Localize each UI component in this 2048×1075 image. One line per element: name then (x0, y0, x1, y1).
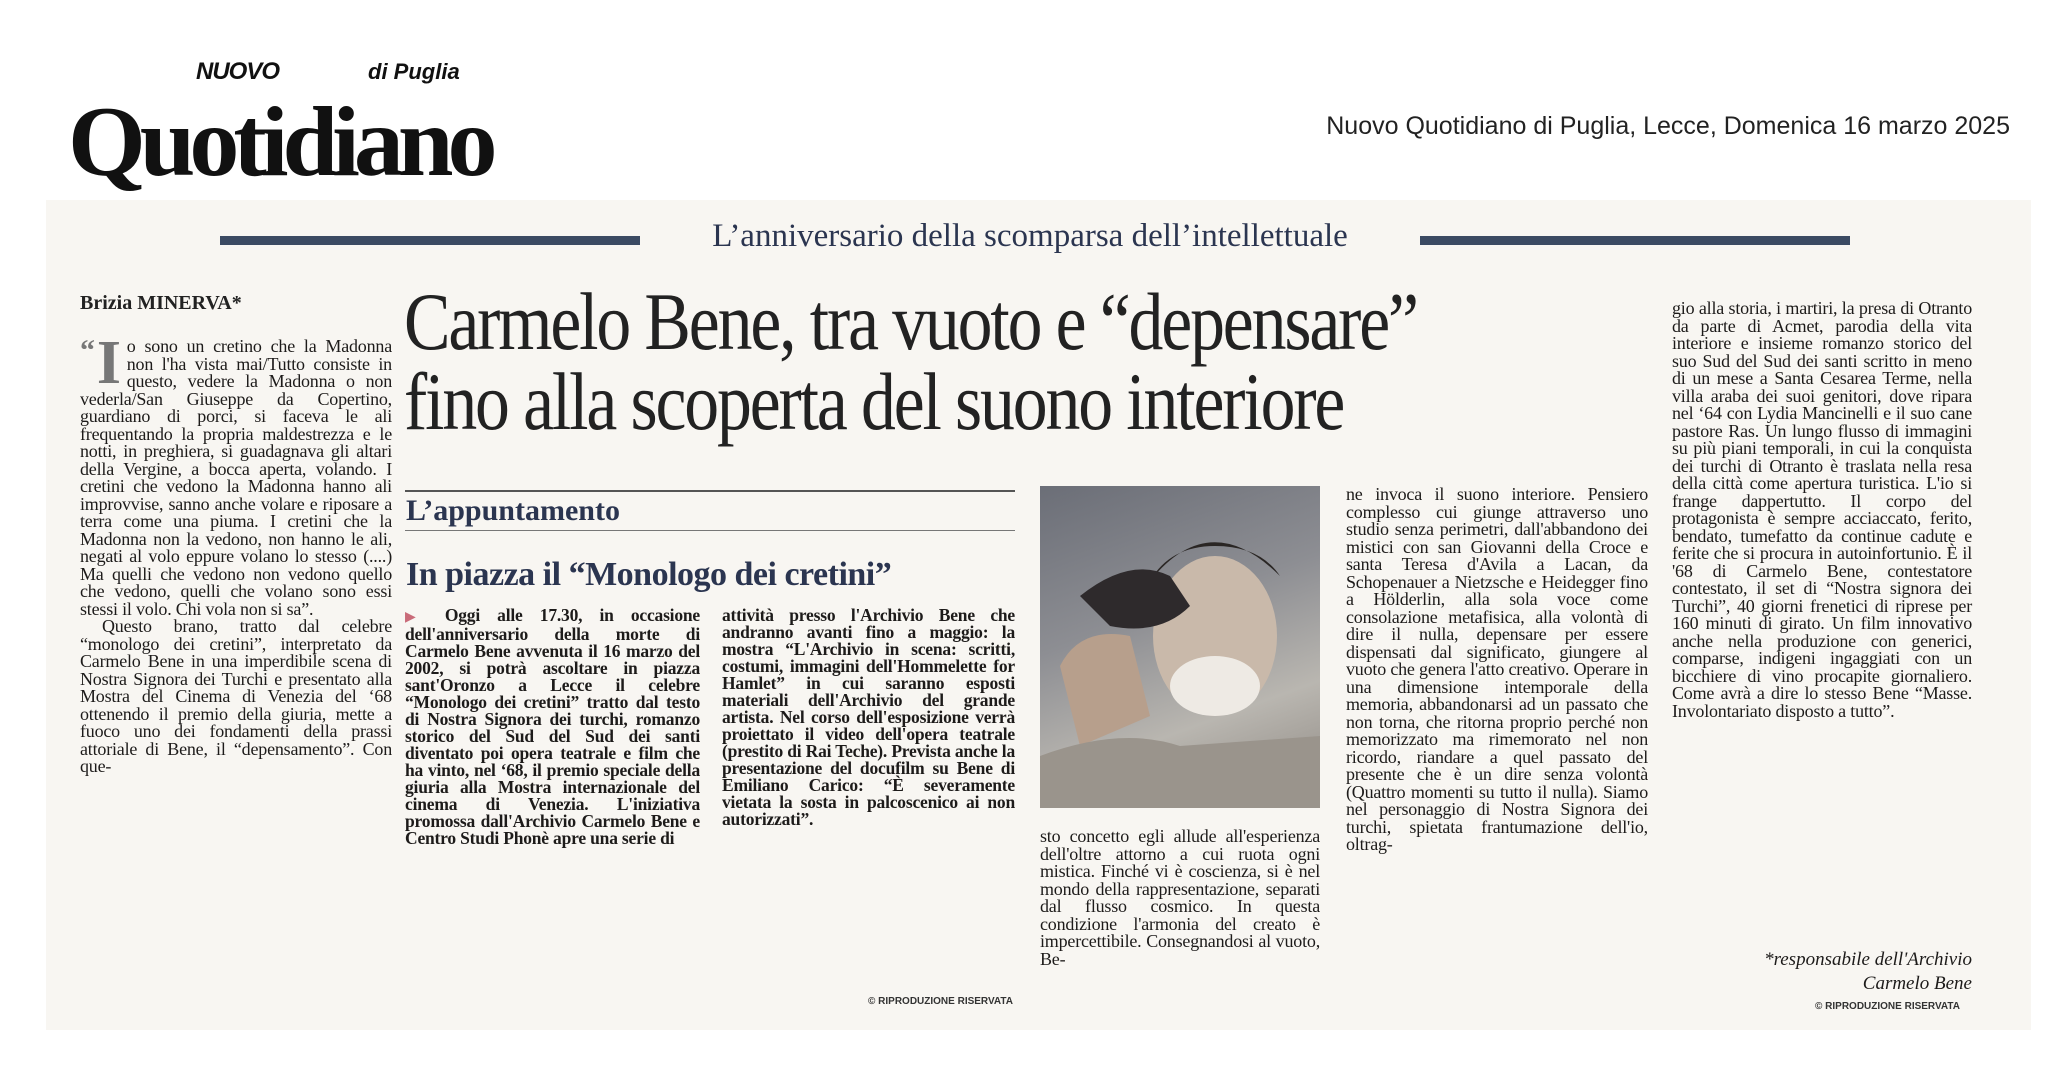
section-label: L’appuntamento (406, 494, 620, 527)
paragraph: o sono un cretino che la Madonna non l'ha vista mai/Tutto consiste in questo, vedere la Madonna o non vederla/San Giuseppe da Copertino, guardiano di porci, si faceva le ali frequentando la propria maldestrezza e le notti, in preghiera, si guadagnava gli altari della Vergine, a bocca aperta, volando. I cretini che vedono la Madonna hanno ali improvvise, sanno anche volare e riposare a terra come una piuma. I cretini che la Madonna non la vedono, non hanno le ali, negati al volo eppure volano lo stesso (....) Ma quelli che vedono non vedono quello che vedono, quelli che volano sono essi stessi il volo. Chi vola non si sa”. (80, 336, 392, 619)
quote-mark: “ (80, 334, 95, 367)
photo-carmelo-bene (1040, 486, 1320, 808)
logo-name: Quotidiano (68, 86, 492, 197)
newspaper-logo (68, 58, 538, 198)
headline-line-1: Carmelo Bene, tra vuoto e “depensare” (404, 276, 1417, 367)
author-credit (1672, 948, 1972, 996)
paragraph: Questo brano, tratto dal celebre “monologo dei cretini”, interpretato da Carmelo Bene in una imperdibile scena di Nostra Signora dei Turchi e presentato alla Mostra del Cinema di Venezia del ‘68 ottenendo il premio della giuria, mette a fuoco uno dei fondamenti della prassi attoriale di Bene, il “depensamento”. Con que- (80, 616, 392, 776)
sidebar-headline: In piazza il “Monologo dei cretini” (406, 556, 892, 593)
drop-cap: I (96, 329, 121, 397)
credit-line: Carmelo Bene (1862, 973, 1972, 994)
article-column-1 (80, 329, 392, 776)
credit-line: *responsabile dell'Archivio (1764, 949, 1972, 970)
sidebar-column-2: attività presso l'Archivio Bene che andranno avanti fino a maggio: la mostra “L'Archivio in scena: scritti, costumi, immagini dell'Hommelette for Hamlet” in cui saranno esposti materiali dell'Archivio del grande artista. Nel corso dell'esposizione verrà proiettato il video dell'opera teatrale (prestito di Rai Teche). Prevista anche la presentazione del docufilm su Bene di Emiliano Carico: “È severamente vietata la sosta in palcoscenico ai non autorizzati”. (722, 605, 1015, 829)
dateline: Nuovo Quotidiano di Puglia, Lecce, Domenica 16 marzo 2025 (1326, 112, 2010, 140)
paragraph: Oggi alle 17.30, in occasione dell'anniversario della morte di Carmelo Bene avvenuta il 16 marzo del 2002, si potrà ascoltare in piazza sant'Oronzo a Lecce il celebre “Monologo dei cretini” tratto dal testo di Nostra Signora dei turchi, romanzo storico del Sud del Sud dei santi diventato poi opera teatrale e film che ha vinto, nel ‘68, il premio speciale della giuria alla Mostra internazionale del cinema di Venezia. L'iniziativa promossa dall'Archivio Carmelo Bene e Centro Studi Phonè apre una serie di (405, 605, 700, 848)
section-rule (405, 490, 1015, 492)
article-column-6: gio alla storia, i martiri, la presa di Otranto da parte di Acmet, parodia della vita interiore e insieme romanzo storico del suo Sud del Sud dei santi scritto in meno di un mese a Santa Cesarea Terme, nella villa araba dei suoi genitori, dove ripara nel ‘64 con Lydia Mancinelli e il suo cane pastore Ras. Un lungo flusso di immagini su più piani temporali, in cui la conquista dei turchi di Otranto è traslata nella resa della città come apertura turistica. L'io si frange dappertutto. Il corpo del protagonista è sempre acciaccato, ferito, bendato, tumefatto da continue cadute e ferite che si procura in autoinfortunio. È il '68 di Carmelo Bene, contestatore contestato, il set di “Nostra signora dei Turchi”, 40 giorni frenetici di riprese per 160 minuti di girato. Un film innovativo anche nella produzione con generici, comparse, indigeni ingaggiati con un bicchiere di vino procapite giornaliero. Come avrà a dire lo stesso Bene “Masse. Involontariato disposto a tutto”. (1672, 298, 1972, 721)
byline: Brizia MINERVA* (80, 292, 242, 314)
triangle-bullet-icon: ▶ (405, 610, 445, 625)
kicker: L’anniversario della scomparsa dell’intellettuale (640, 218, 1420, 255)
logo-nuovo: NUOVO (196, 58, 280, 85)
sidebar-column-1 (405, 607, 700, 847)
portrait-illustration (1040, 486, 1320, 808)
copyright-notice: © RIPRODUZIONE RISERVATA (1815, 1001, 1960, 1012)
section-rule (405, 530, 1015, 531)
article-column-4: sto concetto egli allude all'esperienza dell'oltre attorno a cui ruota ogni mistica. Finché vi è coscienza, si è nel mondo della rappresentazione, separati dal flusso cosmico. In questa condizione l'armonia del creato è impercettibile. Consegnandosi al vuoto, Be- (1040, 826, 1320, 969)
headline (404, 276, 1417, 447)
copyright-notice: © RIPRODUZIONE RISERVATA (868, 996, 1013, 1007)
article-column-5: ne invoca il suono interiore. Pensiero complesso cui giunge attraverso uno studio senza perimetri, dall'abbandono dei mistici con san Giovanni della Croce e santa Teresa d'Avila a Lacan, da Schopenauer a Nietzsche e Heidegger fino a Hölderlin, alla sola voce come consolazione metafisica, alla volontà di dire il nulla, depensare per essere dispensati dal significato, giungere al vuoto che genera l'atto creativo. Operare in una dimensione intemporale della memoria, abbandonarsi ad un passato che non torna, che ritorna proprio perché non memorizzato ma rimemorato nel non ricordo, riandare a quel passato del presente che è un dire senza volontà (Quattro momenti su tutto il nulla). Siamo nel personaggio di Nostra Signora dei turchi, spietata frantumazione dell'io, oltrag- (1346, 484, 1648, 854)
logo-di-puglia: di Puglia (368, 59, 460, 84)
headline-line-2: fino alla scoperta del suono interiore (404, 356, 1344, 447)
